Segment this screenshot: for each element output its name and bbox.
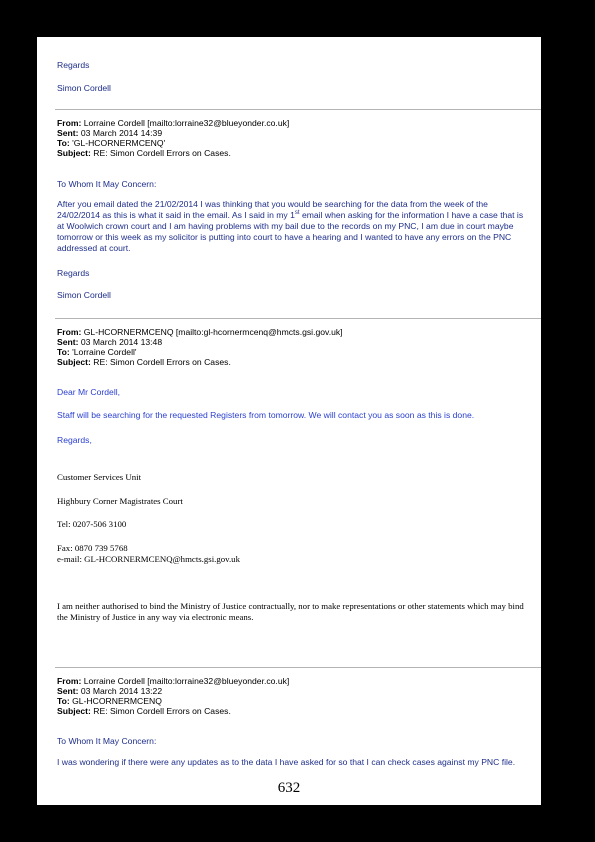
email2-sent: 03 March 2014 13:48 [80, 337, 163, 347]
email1-signature-name: Simon Cordell [57, 290, 111, 300]
email1-to-row: To: 'GL-HCORNERMCENQ' [57, 138, 166, 148]
email1-regards: Regards [57, 268, 90, 278]
email3-to: GL-HCORNERMCENQ [72, 696, 162, 706]
email2-to-row: To: 'Lorraine Cordell' [57, 347, 137, 357]
email1-sent-row: Sent: 03 March 2014 14:39 [57, 128, 163, 138]
top-signature-name: Simon Cordell [57, 83, 111, 93]
email2-sent-row: Sent: 03 March 2014 13:48 [57, 337, 163, 347]
email2-header [57, 327, 527, 367]
email1-header [57, 118, 527, 158]
top-regards: Regards [57, 60, 90, 70]
email1-from-row: From: Lorraine Cordell [mailto:lorraine32@blueyonder.co.uk] [57, 118, 290, 128]
page-number: 632 [277, 780, 301, 796]
email1-subject: RE: Simon Cordell Errors on Cases. [93, 148, 231, 158]
email2-regards: Regards, [57, 435, 92, 445]
email3-body: I was wondering if there were any updates as to the data I have asked for so that I can check cases against my PNC file. [57, 757, 516, 767]
email3-subject-row: Subject: RE: Simon Cordell Errors on Cases. [57, 706, 231, 716]
sig-fax: Fax: 0870 739 5768 [57, 543, 128, 553]
email3-greeting: To Whom It May Concern: [57, 736, 157, 746]
document-page [37, 37, 541, 805]
email2-body: Staff will be searching for the requested Registers from tomorrow. We will contact you as soon as this is done. [57, 410, 475, 420]
separator-rule [55, 109, 541, 110]
sig-tel: Tel: 0207-506 3100 [57, 519, 127, 529]
sig-court: Highbury Corner Magistrates Court [57, 496, 183, 506]
separator-rule [55, 318, 541, 319]
email2-from[interactable]: GL-HCORNERMCENQ [mailto:gl-hcornermcenq@hmcts.gsi.gov.uk] [83, 327, 343, 337]
email1-from[interactable]: Lorraine Cordell [mailto:lorraine32@blueyonder.co.uk] [83, 118, 290, 128]
email3-from-row: From: Lorraine Cordell [mailto:lorraine32@blueyonder.co.uk] [57, 676, 290, 686]
email1-greeting: To Whom It May Concern: [57, 179, 157, 189]
email3-header [57, 676, 527, 716]
email3-to-row: To: GL-HCORNERMCENQ [57, 696, 162, 706]
email3-subject: RE: Simon Cordell Errors on Cases. [93, 706, 231, 716]
email3-sent: 03 March 2014 13:22 [80, 686, 163, 696]
sig-email[interactable]: e-mail: GL-HCORNERMCENQ@hmcts.gsi.gov.uk [57, 554, 240, 564]
separator-rule [55, 667, 541, 668]
email1-body: After you email dated the 21/02/2014 I was thinking that you would be searching for the data from the week of the 24/02/2014 as this is what it said in the email. As I said in my 1st email when asking for the information I have a case that is at Woolwich crown court and I am having problems with my bail due to the records on my PNC, I am due in court maybe tomorrow or this week as my solicitor is putting into court to have a hearing and I wanted to have any errors on the PNC addressed at court. [57, 199, 524, 253]
disclaimer: I am neither authorised to bind the Ministry of Justice contractually, nor to make representations or other statements which may bind the Ministry of Justice in any way via electronic means. [57, 601, 524, 622]
sig-unit: Customer Services Unit [57, 472, 142, 482]
email1-to: 'GL-HCORNERMCENQ' [72, 138, 166, 148]
email2-to: 'Lorraine Cordell' [72, 347, 137, 357]
email2-subject-row: Subject: RE: Simon Cordell Errors on Cases. [57, 357, 231, 367]
email2-greeting: Dear Mr Cordell, [57, 387, 121, 397]
email1-subject-row: Subject: RE: Simon Cordell Errors on Cases. [57, 148, 231, 158]
email1-sent: 03 March 2014 14:39 [80, 128, 163, 138]
email2-subject: RE: Simon Cordell Errors on Cases. [93, 357, 231, 367]
email2-from-row: From: GL-HCORNERMCENQ [mailto:gl-hcornermcenq@hmcts.gsi.gov.uk] [57, 327, 343, 337]
email3-from[interactable]: Lorraine Cordell [mailto:lorraine32@blueyonder.co.uk] [83, 676, 290, 686]
email3-sent-row: Sent: 03 March 2014 13:22 [57, 686, 163, 696]
